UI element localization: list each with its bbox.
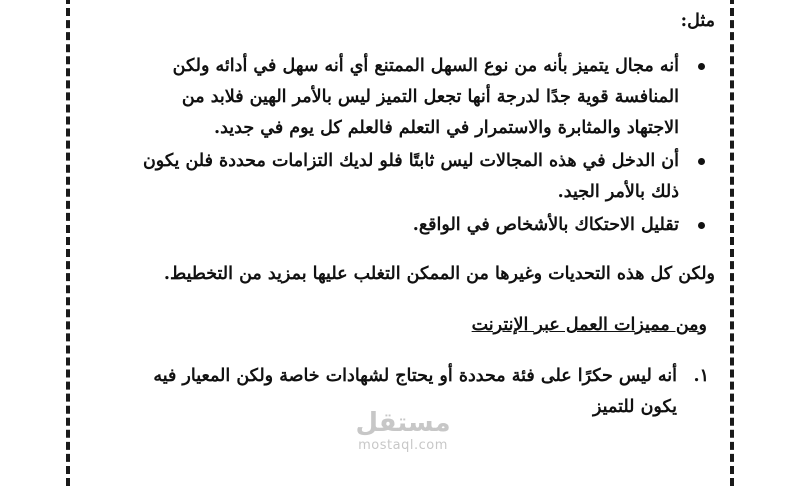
challenges-list	[140, 51, 715, 241]
document-content	[140, 6, 715, 423]
list-number: ١.	[693, 366, 709, 386]
list-item	[140, 146, 715, 208]
section-subheading: ومن مميزات العمل عبر الإنترنت	[471, 315, 707, 335]
list-item	[140, 210, 715, 241]
list-item-text: أن الدخل في هذه المجالات ليس ثابتًا فلو لديك التزامات محددة فلن يكون ذلك بالأمر الجيد.	[142, 151, 679, 202]
intro-label: مثل:	[680, 11, 715, 31]
watermark-arabic: مستقل	[355, 408, 451, 438]
list-item-text: أنه مجال يتميز بأنه من نوع السهل الممتنع أي أنه سهل في أدائه ولكن المنافسة قوية جدًا لدرجة أنها تجعل التميز ليس بالأمر الهين فلابد من الاجتهاد والمثابرة والاستمرار في التعلم فالعلم كل يوم في جديد.	[172, 56, 679, 138]
list-item-text: أنه ليس حكرًا على فئة محددة أو يحتاج لشهادات خاصة ولكن المعيار فيه يكون للتميز	[153, 366, 677, 417]
body-paragraph: ولكن كل هذه التحديات وغيرها من الممكن التغلب عليها بمزيد من التخطيط.	[163, 264, 715, 284]
bullet-icon	[698, 222, 705, 229]
list-item	[140, 51, 715, 144]
mostaql-watermark	[348, 408, 458, 466]
watermark-latin: mostaql.com	[358, 438, 448, 453]
list-item-text: تقليل الاحتكاك بالأشخاص في الواقع.	[412, 215, 679, 235]
bullet-icon	[698, 63, 705, 70]
bullet-icon	[698, 158, 705, 165]
